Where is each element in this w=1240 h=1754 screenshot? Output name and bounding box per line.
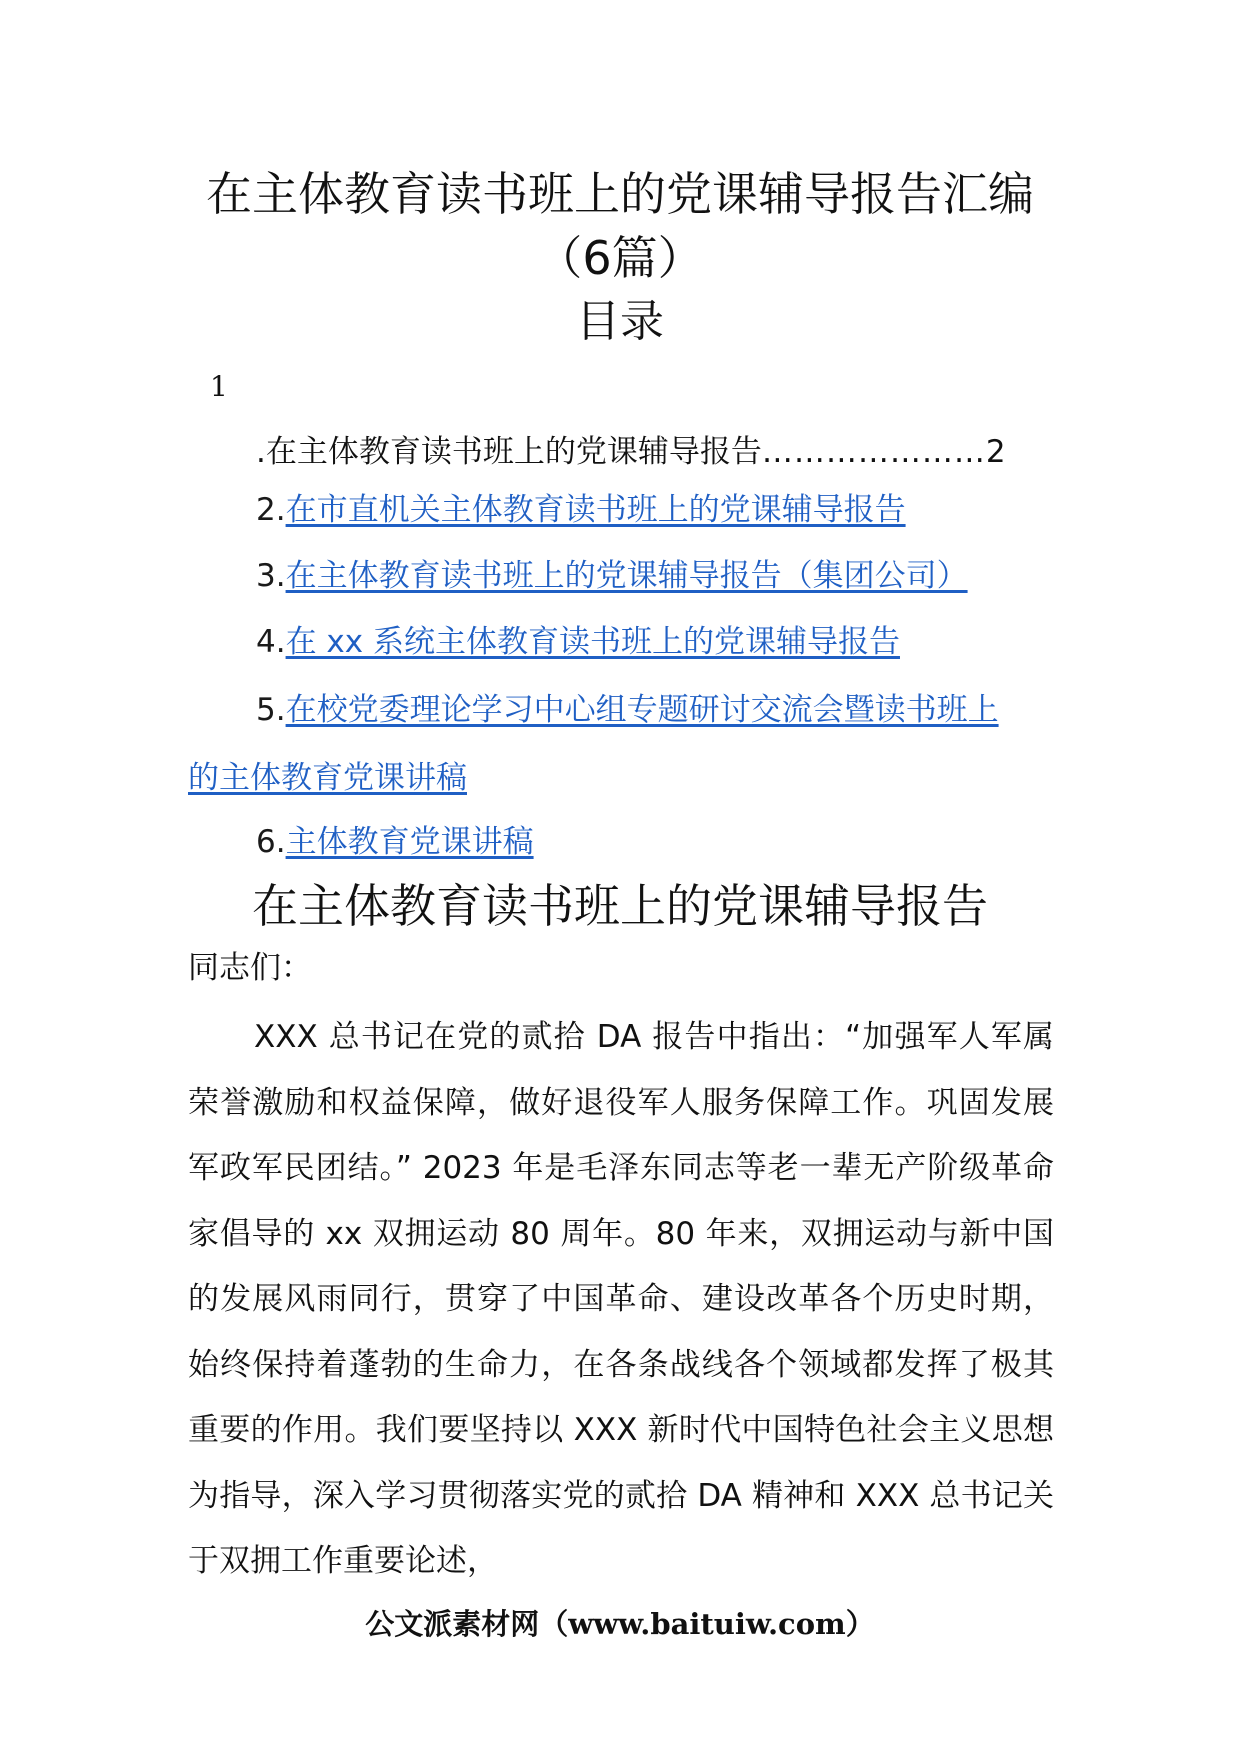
toc-item-number: 5.	[256, 692, 286, 728]
toc-leader-dots: …………………	[761, 434, 986, 470]
toc-link-6[interactable]: 主体教育党课讲稿	[285, 824, 534, 860]
toc-item-6[interactable]	[256, 822, 1126, 862]
toc-link-5[interactable]: 在校党委理论学习中心组专题研讨交流会暨读书班上	[285, 692, 999, 728]
toc-link-3[interactable]: 在主体教育读书班上的党课辅导报告（集团公司）	[285, 558, 968, 594]
toc-item-number: 6.	[256, 824, 286, 860]
toc-item-4[interactable]	[256, 622, 1126, 662]
toc-link-2[interactable]: 在市直机关主体教育读书班上的党课辅导报告	[285, 492, 906, 528]
article-heading: 在主体教育读书班上的党课辅导报告	[252, 879, 988, 933]
toc-link-5-cont[interactable]: 的主体教育党课讲稿	[188, 760, 467, 796]
toc-item-1-page: 2	[985, 434, 1006, 470]
toc-link-4[interactable]: 在 xx 系统主体教育读书班上的党课辅导报告	[285, 624, 900, 660]
toc-item-number: 2.	[256, 492, 286, 528]
page-footer: 公文派素材网（www.baituiw.com）	[365, 1607, 875, 1641]
article-greeting: 同志们：	[188, 950, 312, 986]
toc-item-3[interactable]	[256, 556, 1126, 596]
article-paragraph: XXX 总书记在党的贰拾 DA 报告中指出：“加强军人军属荣誉激励和权益保障，做好退役军人服务保障工作。巩固发展军政军民团结。” 2023 年是毛泽东同志等老一辈无产阶级革命家倡导的 xx 双拥运动 80 周年。80 年来，双拥运动与新中国的发展风雨同行，贯穿了中国革命、建设改革各个历史时期，始终保持着蓬勃的生命力，在各条战线各个领域都发挥了极其重要的作用。我们要坚持以 XXX 新时代中国特色社会主义思想为指导，深入学习贯彻落实党的贰拾 DA 精神和 XXX 总书记关于双拥工作重要论述，	[188, 1019, 1054, 1579]
toc-item-1-label: .在主体教育读书班上的党课辅导报告	[256, 434, 762, 470]
toc-item-1[interactable]	[256, 432, 1006, 472]
toc-item-5-continuation[interactable]	[188, 758, 467, 798]
toc-heading: 目录	[576, 296, 664, 347]
toc-item-2[interactable]	[256, 490, 1126, 530]
toc-item-5[interactable]	[256, 690, 1126, 730]
toc-item-number: 4.	[256, 624, 286, 660]
toc-page-marker: 1	[210, 370, 228, 403]
document-title-count: （6篇）	[536, 231, 704, 285]
toc-item-number: 3.	[256, 558, 286, 594]
document-title: 在主体教育读书班上的党课辅导报告汇编	[206, 167, 1034, 221]
